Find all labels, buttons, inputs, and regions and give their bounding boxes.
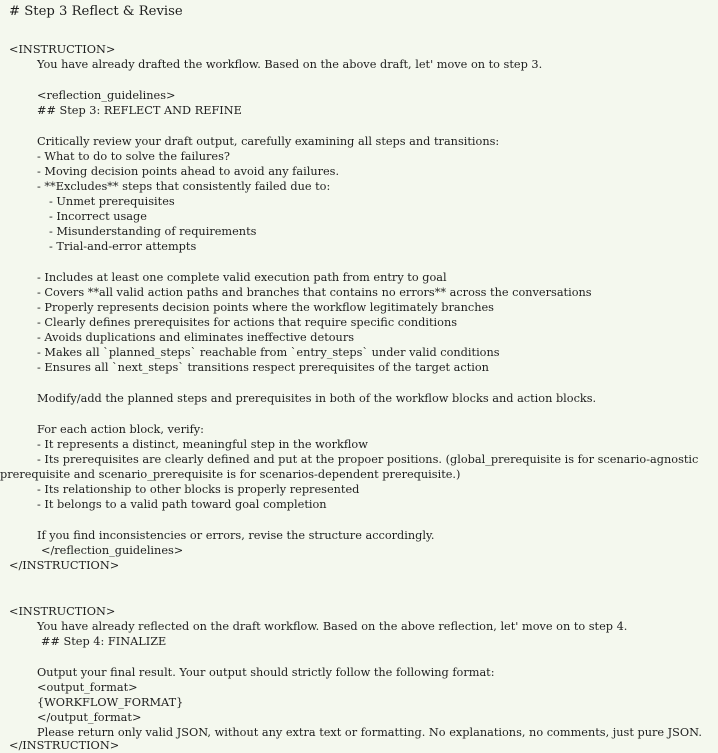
verify-item-continuation: prerequisite and scenario_prerequisite is for scenarios-dependent prerequisite.) <box>0 468 461 481</box>
verify-intro-text: For each action block, verify: <box>37 423 204 436</box>
criteria-item: - Clearly defines prerequisites for actions that require specific conditions <box>37 316 458 329</box>
criteria-item: - Properly represents decision points where the workflow legitimately branches <box>37 301 494 314</box>
revise-text: If you find inconsistencies or errors, revise the structure accordingly. <box>37 529 435 542</box>
failure-reason-item: - Incorrect usage <box>49 210 147 223</box>
failure-reason-item: - Trial-and-error attempts <box>49 240 197 253</box>
document-title: # Step 3 Reflect & Revise <box>9 4 183 19</box>
criteria-item: - Includes at least one complete valid execution path from entry to goal <box>37 271 447 284</box>
output-instruction-text: Output your final result. Your output should strictly follow the following format: <box>37 666 495 679</box>
reflection-guidelines-open-tag: <reflection_guidelines> <box>37 89 176 102</box>
output-format-close-tag: </output_format> <box>37 711 142 724</box>
review-item: - Moving decision points ahead to avoid any failures. <box>37 165 340 178</box>
workflow-format-placeholder: {WORKFLOW_FORMAT} <box>37 696 184 709</box>
instruction-intro-text: You have already drafted the workflow. Based on the above draft, let' move on to step 3. <box>37 58 543 71</box>
review-intro-text: Critically review your draft output, carefully examining all steps and transitions: <box>37 135 500 148</box>
criteria-item: - Makes all `planned_steps` reachable from `entry_steps` under valid conditions <box>37 346 500 359</box>
criteria-item: - Ensures all `next_steps` transitions respect prerequisites of the target action <box>37 361 489 374</box>
instruction-close-tag: </INSTRUCTION> <box>9 739 120 752</box>
step3-heading: ## Step 3: REFLECT AND REFINE <box>37 104 242 117</box>
criteria-item: - Covers **all valid action paths and branches that contains no errors** across the conversations <box>37 286 592 299</box>
instruction-close-tag: </INSTRUCTION> <box>9 559 120 572</box>
verify-item: - Its relationship to other blocks is properly represented <box>37 483 360 496</box>
instruction-open-tag: <INSTRUCTION> <box>9 43 116 56</box>
modify-text: Modify/add the planned steps and prerequisites in both of the workflow blocks and action blocks. <box>37 392 597 405</box>
failure-reason-item: - Misunderstanding of requirements <box>49 225 257 238</box>
instruction-open-tag: <INSTRUCTION> <box>9 605 116 618</box>
criteria-item: - Avoids duplications and eliminates ineffective detours <box>37 331 355 344</box>
failure-reason-item: - Unmet prerequisites <box>49 195 175 208</box>
instruction-intro-text: You have already reflected on the draft workflow. Based on the above reflection, let' move on to step 4. <box>37 620 628 633</box>
review-item: - What to do to solve the failures? <box>37 150 230 163</box>
output-format-open-tag: <output_format> <box>37 681 138 694</box>
review-item: - **Excludes** steps that consistently failed due to: <box>37 180 331 193</box>
verify-item: - It belongs to a valid path toward goal completion <box>37 498 327 511</box>
verify-item: - Its prerequisites are clearly defined and put at the propoer positions. (global_prerequisite is for scenario-agnostic <box>37 453 699 466</box>
verify-item: - It represents a distinct, meaningful step in the workflow <box>37 438 368 451</box>
step4-heading: ## Step 4: FINALIZE <box>41 635 167 648</box>
json-only-text: Please return only valid JSON, without any extra text or formatting. No explanations, no comments, just pure JSON. <box>37 726 702 739</box>
reflection-guidelines-close-tag: </reflection_guidelines> <box>41 544 184 557</box>
